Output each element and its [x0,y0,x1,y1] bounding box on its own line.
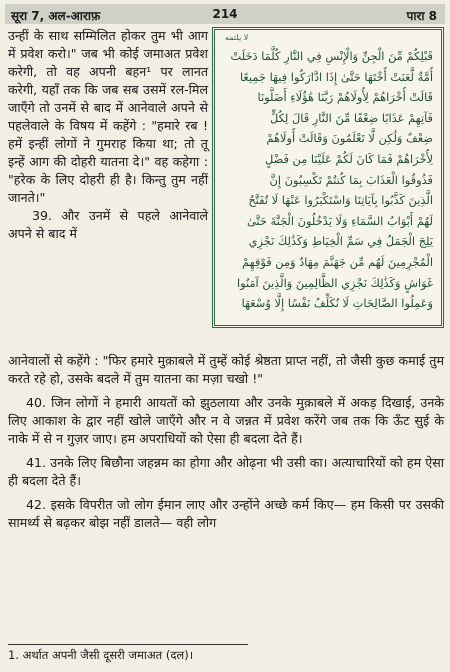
verse-39-start: 39. और उनमें से पहले आनेवाले अपने से बाद में [8,208,208,241]
arabic-line: وَعَمِلُوا الصَّالِحَاتِ لَا نُكَلِّفُ نَفْسًا إِلَّا وُسْعَهَا [241,296,433,311]
translation-full-width [8,352,444,532]
verse-39-rest: आनेवालों से कहेंगे : "फिर हमारे मुक़ाबले में तुम्हें कोई श्रेष्ठता प्राप्त नहीं, तो जैसी कुछ कमाई तुम करते रहे हो, उसके बदले में तुम यातना का मज़ा चखो !" [8,353,444,386]
translation-left-column [8,27,208,243]
arabic-verses [223,46,433,314]
arabic-line: أُمَّةٌ لَّعَنَتْ أُخْتَهَا حَتَّىٰ إِذَا ادَّارَكُوا فِيهَا جَمِيعًا [239,69,433,84]
arabic-line: غَوَاشٍ وَكَذَٰلِكَ نَجْزِي الظَّالِمِينَ وَالَّذِينَ آمَنُوا [236,275,433,290]
footnote: 1. अर्थात अपनी जैसी दूसरी जमाअत (दल)। [8,648,194,662]
arabic-line: يَلِجَ الْجَمَلُ فِي سَمِّ الْخِيَاطِ وَكَذَٰلِكَ نَجْزِي [248,234,433,249]
translation-paragraph: उन्हीं के साथ सम्मिलित होकर तुम भी आग में प्रवेश करो।" जब भी कोई जमाअत प्रवेश करेगी, तो वह अपनी बहन¹ पर लानत करेगी, यहाँ तक कि जब सब उसमें रल-मिल जाएँगे तो उनमें से बाद में आनेवाले अपने से पहलेवाले के विषय में कहेंगे : "हमारे रब ! हमें इन्हीं लोगों ने गुमराह किया था; तो तू इन्हें आग की दोहरी यातना दे।" वह कहेगा : "हरेक के लिए दोहरी ही है। किन्तु तुम नहीं जानते।" [8,28,208,205]
verse-41: 41. उनके लिए बिछौना जहन्नम का होगा और ओढ़ना भी उसी का। अत्याचारियों को हम ऐसा ही बदला देते हैं। [8,455,444,488]
arabic-line: لِأُخْرَاهُمْ فَمَا كَانَ لَكُمْ عَلَيْنَا مِن فَضْلٍ [264,151,433,166]
arabic-text-panel [212,27,444,328]
para-label: पारा 8 [406,9,437,23]
footnote-divider [8,644,248,645]
arabic-line: لَهُمْ أَبْوَابُ السَّمَاءِ وَلَا يَدْخُلُونَ الْجَنَّةَ حَتَّىٰ [246,213,433,228]
page-header [5,4,445,24]
arabic-line: قَالَتْ أُخْرَاهُمْ لِأُولَاهُمْ رَبَّنَا هَٰؤُلَاءِ أَضَلُّونَا [257,90,433,105]
arabic-line: فَآتِهِمْ عَذَابًا ضِعْفًا مِّنَ النَّارِ قَالَ لِكُلٍّ [269,110,433,125]
arabic-line: ضِعْفٌ وَلَٰكِن لَّا تَعْلَمُونَ وَقَالَتْ أُولَاهُمْ [266,131,433,146]
verse-40: 40. जिन लोगों ने हमारी आयतों को झुठलाया और उनके मुक़ाबले में अकड़ दिखाई, उनके लिए आकाश के द्वार नहीं खोले जाएँगे और न वे जन्नत में प्रवेश करेंगे जब तक कि ऊँट सुई के नाके में से न गुज़र जाए। हम अपराधियों को ऐसा ही बदला देते हैं। [8,395,444,446]
arabic-line: فَذُوقُوا الْعَذَابَ بِمَا كُنتُمْ تَكْسِبُونَ إِنَّ [269,172,433,187]
arabic-line: قَبْلِكُمْ مِّنَ الْجِنِّ وَالْإِنْسِ فِي النَّارِ كُلَّمَا دَخَلَتْ [230,49,433,63]
arabic-line: الْمُجْرِمِينَ لَهُم مِّن جَهَنَّمَ مِهَادٌ وَمِن فَوْقِهِمْ [242,254,433,269]
surah-title: सूरा 7, अल-आराफ़ [11,9,101,23]
verse-42: 42. इसके विपरीत जो लोग ईमान लाए और उन्होंने अच्छे कर्म किए— हम किसी पर उसकी सामर्थ्य से बढ़कर बोझ नहीं डालते— वही लोग [8,497,444,530]
arabic-corner-tag: لا يلتمه [225,33,249,42]
page-number: 214 [212,7,238,21]
arabic-line: الَّذِينَ كَذَّبُوا بِآيَاتِنَا وَاسْتَكْبَرُوا عَنْهَا لَا تُفَتَّحُ [248,193,433,208]
